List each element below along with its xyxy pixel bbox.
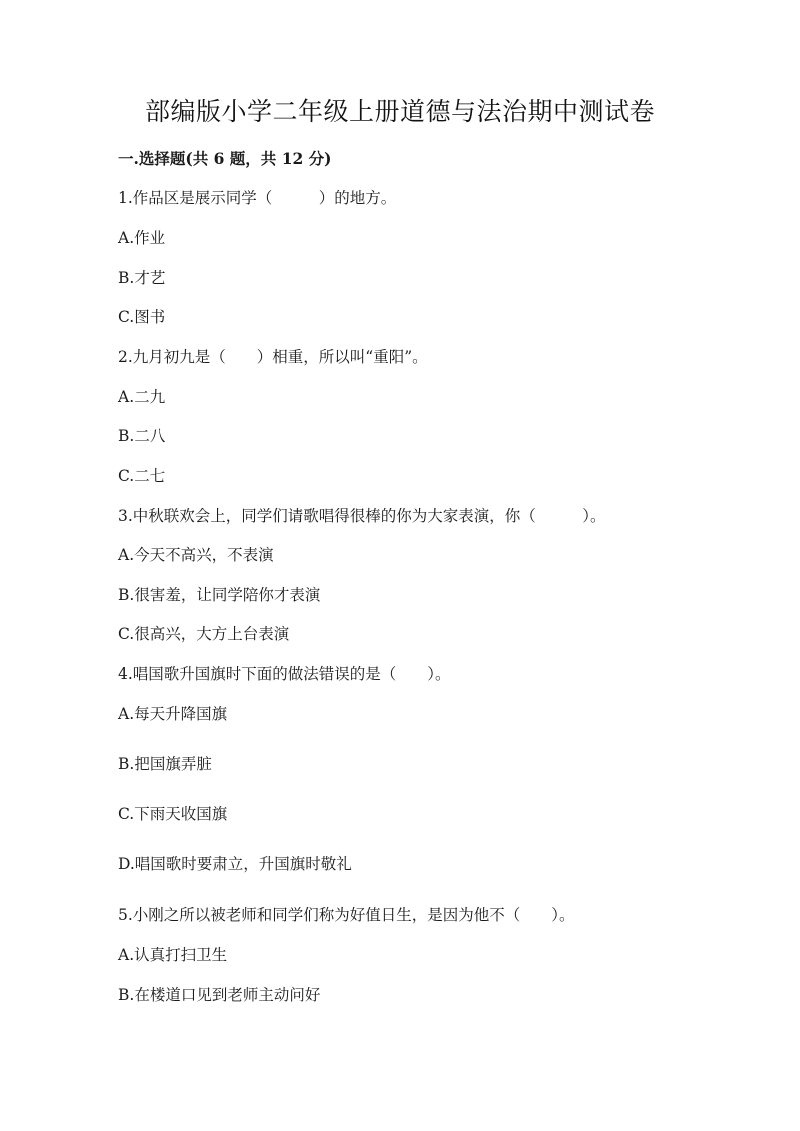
answer-option: D.唱国歌时要肃立，升国旗时敬礼 — [118, 855, 352, 873]
answer-option: A.今天不高兴，不表演 — [118, 546, 274, 564]
question-stem: 1.作品区是展示同学（ ）的地方。 — [118, 189, 397, 207]
answer-option: B.在楼道口见到老师主动问好 — [118, 986, 321, 1004]
question-stem: 4.唱国歌升国旗时下面的做法错误的是（ ）。 — [118, 665, 451, 683]
answer-option: A.作业 — [118, 229, 166, 247]
answer-option: C.图书 — [118, 308, 166, 326]
question-stem: 2.九月初九是（ ）相重，所以叫“重阳”。 — [118, 348, 428, 366]
answer-option: B.二八 — [118, 427, 166, 445]
answer-option: B.把国旗弄脏 — [118, 755, 212, 773]
page-title: 部编版小学二年级上册道德与法治期中测试卷 — [144, 97, 655, 126]
answer-option: B.很害羞，让同学陪你才表演 — [118, 586, 321, 604]
answer-option: A.二九 — [118, 388, 166, 406]
section-heading: 一.选择题(共 6 题，共 12 分) — [118, 149, 332, 168]
answer-option: A.每天升降国旗 — [118, 705, 228, 723]
question-stem: 3.中秋联欢会上，同学们请歌唱得很棒的你为大家表演，你（ ）。 — [118, 507, 606, 525]
answer-option: B.才艺 — [118, 269, 166, 287]
answer-option: C.下雨天收国旗 — [118, 805, 228, 823]
answer-option: C.很高兴，大方上台表演 — [118, 625, 290, 643]
answer-option: A.认真打扫卫生 — [118, 946, 228, 964]
question-stem: 5.小刚之所以被老师和同学们称为好值日生，是因为他不（ ）。 — [118, 906, 575, 924]
answer-option: C.二七 — [118, 467, 166, 485]
